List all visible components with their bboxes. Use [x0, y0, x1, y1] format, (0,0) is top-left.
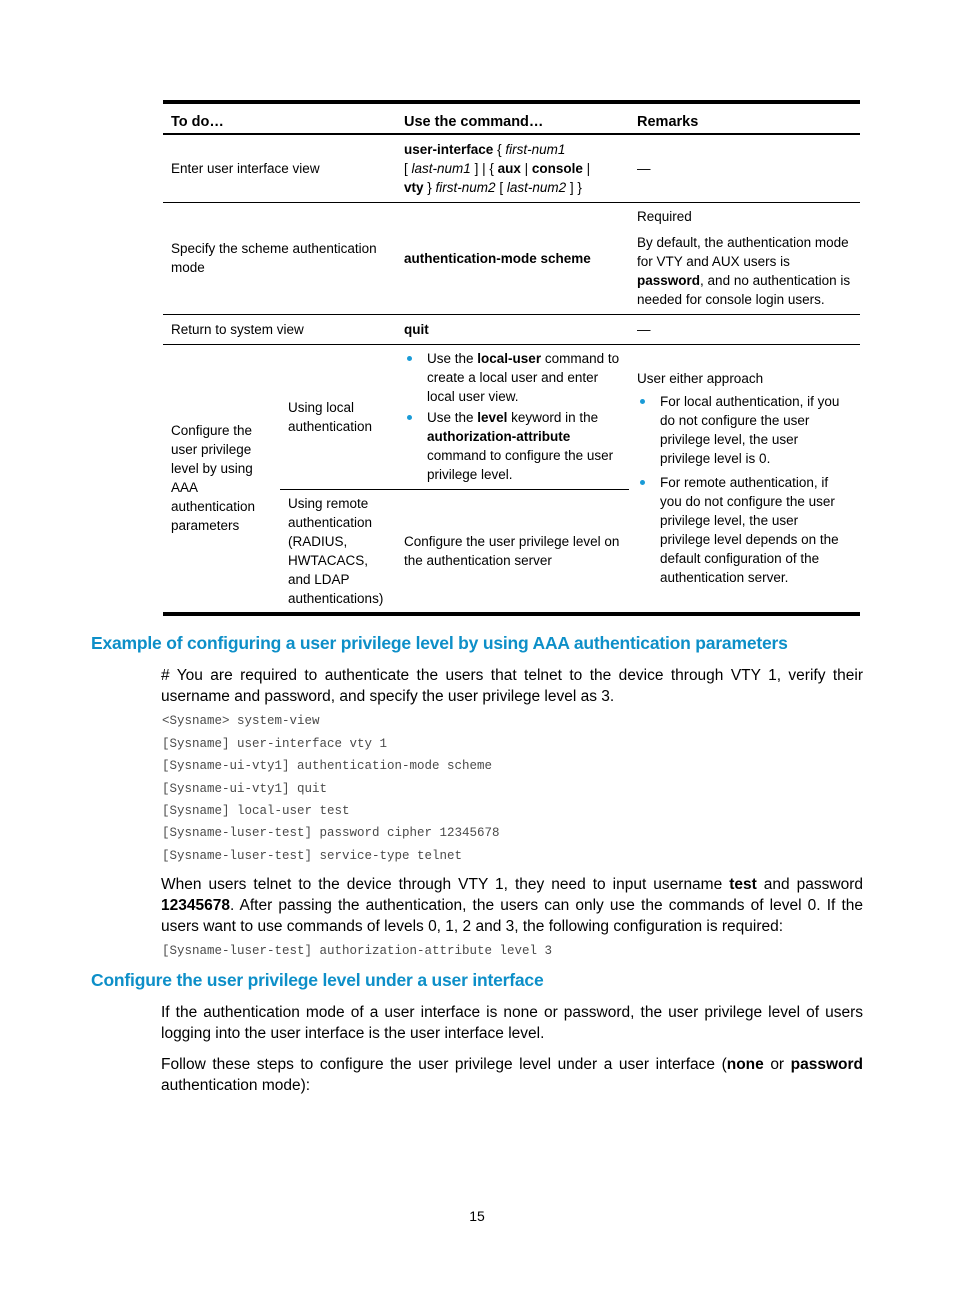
para-text: and password: [756, 876, 863, 893]
cmd-text: |: [520, 160, 532, 176]
todo-cell: Enter user interface view: [163, 134, 396, 202]
item-text: command to configure the user privilege level.: [427, 448, 614, 482]
code-line: [Sysname-luser-test] service-type telnet: [162, 849, 463, 863]
item-keyword: level: [477, 410, 508, 425]
remarks-cell: —: [629, 134, 860, 202]
code-line: <Sysname> system-view: [162, 714, 320, 728]
remarks-intro: User either approach: [637, 371, 764, 387]
item-keyword: local-user: [477, 351, 542, 366]
bullet-list: [637, 392, 852, 587]
command-cell: [396, 134, 629, 202]
item-text: keyword in the: [507, 410, 599, 425]
header-todo: To do…: [163, 102, 396, 134]
remarks-cell: —: [629, 314, 860, 344]
cmd-text: }: [423, 179, 436, 195]
section-heading: Example of configuring a user privilege level by using AAA authentication parameters: [91, 633, 788, 653]
paragraph: [161, 874, 863, 937]
remarks-required: Required: [637, 209, 692, 224]
list-item: [404, 408, 621, 484]
command-cell: authentication-mode scheme: [396, 202, 629, 314]
command-cell: [396, 344, 629, 489]
table-row: [163, 344, 860, 489]
para-text: authentication mode):: [161, 1077, 311, 1094]
para-keyword: none: [726, 1056, 764, 1073]
cmd-param: first-num1: [505, 141, 566, 157]
cmd-param: last-num1: [411, 160, 471, 176]
page-number: 15: [469, 1208, 485, 1224]
para-keyword: 12345678: [161, 897, 230, 914]
cmd-text: {: [493, 141, 506, 157]
cmd-param: first-num2: [435, 179, 496, 195]
method-label-remote: Using remote authentication (RADIUS, HWTACACS, and LDAP authentications): [288, 495, 384, 606]
remarks-keyword: password: [637, 273, 701, 288]
code-line: [Sysname-ui-vty1] quit: [162, 782, 328, 796]
list-item: [637, 473, 852, 587]
cmd-keyword: aux: [497, 160, 521, 176]
command-cell: Configure the user privilege level on the authentication server: [396, 489, 629, 614]
remarks-text: By default, the authentication mode for VTY and AUX users is: [637, 235, 849, 269]
todo-cell: Return to system view: [163, 314, 396, 344]
bullet-list: [404, 349, 621, 484]
method-label-local: Using local authentication: [280, 344, 396, 489]
section-heading: Configure the user privilege level under a user interface: [91, 970, 544, 990]
table-header-row: [163, 102, 860, 134]
command-table: [163, 100, 860, 616]
item-text: Use the: [427, 410, 478, 425]
para-text: . After passing the authentication, the users can only use the commands of level 0. If the users want to use commands of levels 0, 1, 2 and 3, the following configuration is required:: [161, 897, 863, 935]
item-text: For remote authentication, if you do not configure the user privilege level, the user privilege level depends on the default configuration of the authentication server.: [660, 475, 839, 586]
cmd-text: [: [495, 179, 507, 195]
cmd-text: ] | {: [470, 160, 498, 176]
bullet-icon: [640, 399, 645, 404]
cmd-keyword: console: [531, 160, 583, 176]
header-command: Use the command…: [396, 102, 629, 134]
remarks-text: , and no authentication is needed for console login users.: [637, 273, 851, 307]
paragraph: # You are required to authenticate the users that telnet to the device through VTY 1, verify their username and password, and specify the user privilege level as 3.: [161, 667, 863, 705]
para-text: or: [763, 1056, 791, 1073]
code-line: [Sysname-luser-test] authorization-attribute level 3: [162, 944, 553, 958]
cmd-keyword: user-interface: [404, 141, 494, 157]
bullet-icon: [640, 480, 645, 485]
code-line: [Sysname] user-interface vty 1: [162, 737, 388, 751]
item-text: For local authentication, if you do not configure the user privilege level, the user privilege level is 0.: [660, 394, 840, 467]
paragraph: If the authentication mode of a user interface is none or password, the user privilege level of users logging into the user interface is the user interface level.: [161, 1004, 863, 1042]
cmd-text: ] }: [566, 179, 582, 195]
table-row: [163, 202, 860, 314]
para-keyword: password: [790, 1056, 863, 1073]
item-keyword: authorization-attribute: [427, 429, 571, 444]
cmd-keyword: vty: [404, 179, 424, 195]
code-line: [Sysname-ui-vty1] authentication-mode scheme: [162, 759, 493, 773]
remarks-cell: [629, 202, 860, 314]
para-text: When users telnet to the device through VTY 1, they need to input username: [161, 876, 730, 893]
list-item: [404, 349, 621, 406]
item-text: command to create a local user and enter local user view.: [427, 351, 620, 404]
remarks-default: [637, 233, 852, 309]
header-remarks: Remarks: [629, 102, 860, 134]
code-line: [Sysname-luser-test] password cipher 12345678: [162, 826, 500, 840]
todo-cell: Configure the user privilege level by using AAA authentication parameters: [171, 423, 256, 534]
code-line: [Sysname] local-user test: [162, 804, 350, 818]
paragraph: [161, 1054, 863, 1096]
table-row: [163, 134, 860, 202]
cmd-param: last-num2: [506, 179, 567, 195]
table-row: [163, 314, 860, 344]
todo-cell: Specify the scheme authentication mode: [163, 202, 396, 314]
para-text: Follow these steps to configure the user privilege level under a user interface (: [161, 1056, 727, 1073]
cmd-text: |: [582, 160, 591, 176]
item-text: Use the: [427, 351, 478, 366]
command-cell: quit: [396, 314, 629, 344]
bullet-icon: [407, 415, 412, 420]
list-item: [637, 392, 852, 468]
cmd-text: [: [404, 160, 412, 176]
remarks-cell: [629, 344, 860, 614]
bullet-icon: [407, 356, 412, 361]
para-keyword: test: [729, 876, 757, 893]
